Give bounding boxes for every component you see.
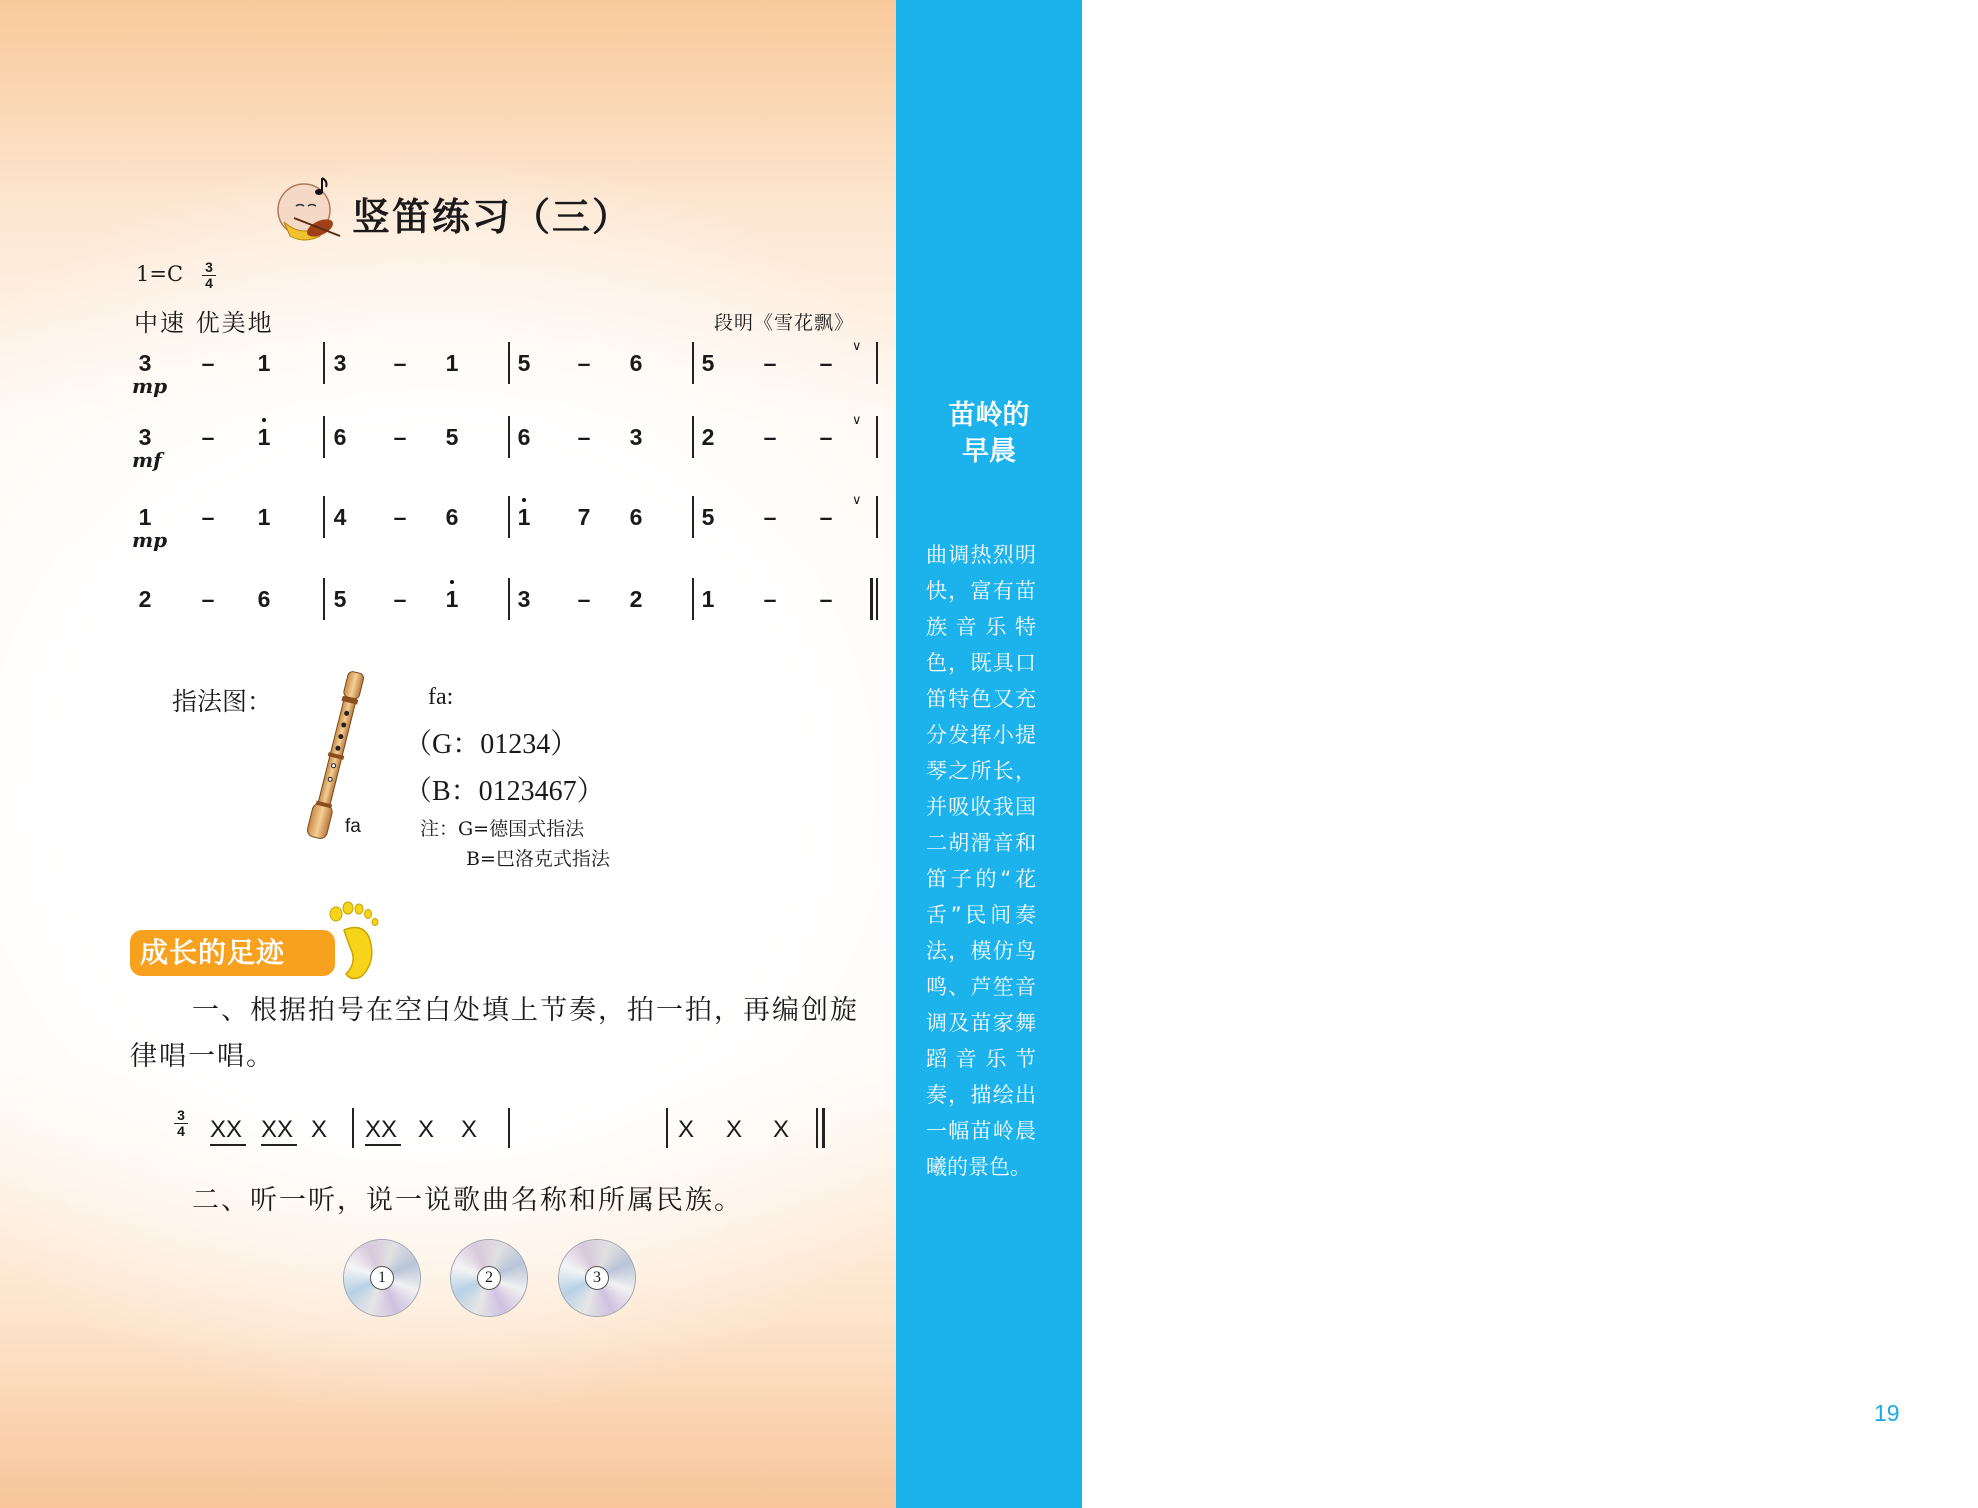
- score-note: 1: [701, 586, 715, 612]
- rhythm-note: XX: [261, 1116, 294, 1143]
- rhythm-note: XX: [365, 1116, 398, 1143]
- score-note: 1: [257, 504, 271, 530]
- fingering-note-g: 注：G=德国式指法: [420, 818, 585, 840]
- score-note: –: [393, 350, 407, 376]
- score-note: –: [201, 350, 215, 376]
- section-badge: 成长的足迹: [130, 930, 335, 976]
- score-note: 5: [517, 350, 531, 376]
- score-note: 2: [629, 586, 643, 612]
- score-note: 7: [577, 504, 591, 530]
- dynamic-marking: mp: [132, 528, 168, 552]
- score-note: 5: [333, 586, 347, 612]
- rhythm-underline: [261, 1144, 297, 1146]
- score-note: –: [393, 504, 407, 530]
- rhythm-note: X: [726, 1116, 743, 1143]
- high-octave-dot: [450, 580, 454, 584]
- score-note: –: [763, 350, 777, 376]
- score-note: –: [201, 424, 215, 450]
- flute-note-label: fa: [345, 816, 361, 837]
- bar-line: [876, 496, 878, 538]
- rhythm-bar-line: [822, 1108, 825, 1148]
- score-note: 6: [629, 504, 643, 530]
- score-note: 6: [445, 504, 459, 530]
- rhythm-bar-line: [816, 1108, 818, 1148]
- score-note: –: [819, 424, 833, 450]
- score-note: 1: [138, 504, 152, 530]
- disc-number: 1: [370, 1266, 394, 1290]
- fingering-line-3: （B：0123467）: [404, 776, 605, 807]
- dynamic-marking: mf: [132, 448, 162, 472]
- bar-line: [323, 496, 325, 538]
- score-note: 6: [517, 424, 531, 450]
- score-note: –: [763, 586, 777, 612]
- audio-disc-3[interactable]: [559, 1240, 635, 1316]
- score-note: –: [393, 424, 407, 450]
- fingering-line-1: fa:: [428, 684, 454, 710]
- score-note: 1: [445, 350, 459, 376]
- score-note: 5: [701, 350, 715, 376]
- footprint-icon: [322, 900, 382, 982]
- score-note: 3: [629, 424, 643, 450]
- score-note: 3: [517, 586, 531, 612]
- breath-mark: ∨: [852, 492, 862, 507]
- score-note: 4: [333, 504, 347, 530]
- time-signature: [202, 260, 216, 291]
- rhythm-note: XX: [210, 1116, 243, 1143]
- bar-line: [876, 578, 878, 620]
- score-note: –: [577, 350, 591, 376]
- time-denominator: 4: [205, 275, 213, 291]
- rhythm-denominator: 4: [177, 1123, 185, 1139]
- rhythm-underline: [210, 1144, 246, 1146]
- rhythm-bar-line: [508, 1108, 510, 1148]
- sidebar: [896, 0, 1900, 1508]
- credit: 段明《雪花飘》: [714, 312, 855, 334]
- score-note: –: [201, 504, 215, 530]
- rhythm-time-signature: [174, 1108, 188, 1139]
- rhythm-note: X: [773, 1116, 790, 1143]
- score-note: 1: [445, 586, 459, 612]
- dynamic-marking: mp: [132, 374, 168, 398]
- breath-mark: ∨: [852, 412, 862, 427]
- breath-mark: ∨: [852, 338, 862, 353]
- score-note: 1: [257, 424, 271, 450]
- audio-disc-1[interactable]: [344, 1240, 420, 1316]
- sidebar-title-line-1: 苗岭的: [948, 400, 1030, 431]
- score-note: 2: [138, 586, 152, 612]
- page-title: 竖笛练习（三）: [352, 194, 633, 239]
- high-octave-dot: [262, 418, 266, 422]
- fingering-note-b: B=巴洛克式指法: [466, 848, 610, 870]
- score-note: 1: [517, 504, 531, 530]
- rhythm-note: X: [418, 1116, 435, 1143]
- bar-line: [508, 342, 510, 384]
- score-note: –: [819, 350, 833, 376]
- task-two-text: 二、听一听，说一说歌曲名称和所属民族。: [192, 1185, 743, 1216]
- disc-number: 3: [585, 1266, 609, 1290]
- final-bar-line: [870, 578, 873, 620]
- fingering-label: 指法图：: [172, 687, 273, 716]
- bar-line: [323, 342, 325, 384]
- page-number: 19: [1848, 1390, 1978, 1436]
- high-octave-dot: [522, 498, 526, 502]
- score-note: –: [763, 424, 777, 450]
- score-note: 5: [445, 424, 459, 450]
- score-note: 5: [701, 504, 715, 530]
- time-numerator: 3: [202, 260, 216, 276]
- bar-line: [692, 342, 694, 384]
- fingering-line-2: （G：01234）: [404, 729, 579, 760]
- rhythm-note: X: [678, 1116, 695, 1143]
- rhythm-underline: [365, 1144, 401, 1146]
- score-note: 3: [333, 350, 347, 376]
- score-note: 6: [629, 350, 643, 376]
- audio-disc-2[interactable]: [451, 1240, 527, 1316]
- fingering-note: [420, 814, 610, 874]
- task-one-text: 一、根据拍号在空白处填上节奏，拍一拍，再编创旋律唱一唱。: [130, 995, 859, 1072]
- sidebar-description: 曲调热烈明快，富有苗族音乐特色，既具口笛特色又充分发挥小提琴之所长，并吸收我国二胡滑音和笛子的“花舌”民间奏法，模仿鸟鸣、芦笙音调及苗家舞蹈音乐节奏，描绘出一幅苗岭晨曦的景色。: [926, 543, 1036, 1179]
- bar-line: [508, 496, 510, 538]
- rhythm-bar-line: [352, 1108, 354, 1148]
- rhythm-bar-line: [666, 1108, 668, 1148]
- violin-mascot-icon: [270, 170, 348, 248]
- score-note: 6: [333, 424, 347, 450]
- score-note: 3: [138, 350, 152, 376]
- bar-line: [508, 416, 510, 458]
- score-note: –: [577, 586, 591, 612]
- sidebar-title-line-2: 早晨: [962, 436, 1016, 467]
- tempo-marking: 中速 优美地: [134, 309, 274, 337]
- bar-line: [692, 578, 694, 620]
- bar-line: [323, 578, 325, 620]
- score-note: –: [393, 586, 407, 612]
- rhythm-note: X: [311, 1116, 328, 1143]
- key-signature: 1=C: [136, 262, 184, 286]
- bar-line: [692, 416, 694, 458]
- rhythm-note: X: [461, 1116, 478, 1143]
- bar-line: [876, 416, 878, 458]
- score-note: –: [201, 586, 215, 612]
- recorder-icon: [300, 666, 372, 846]
- fingering-lines: [404, 674, 605, 815]
- score-note: 2: [701, 424, 715, 450]
- bar-line: [508, 578, 510, 620]
- page-main: [0, 0, 896, 1508]
- score-note: 6: [257, 586, 271, 612]
- score-note: –: [819, 586, 833, 612]
- score-note: 3: [138, 424, 152, 450]
- score-note: –: [763, 504, 777, 530]
- disc-number: 2: [477, 1266, 501, 1290]
- bar-line: [876, 342, 878, 384]
- score-note: 1: [257, 350, 271, 376]
- score-note: –: [577, 424, 591, 450]
- bar-line: [692, 496, 694, 538]
- score-note: –: [819, 504, 833, 530]
- bar-line: [323, 416, 325, 458]
- sidebar-title: [896, 398, 1082, 470]
- rhythm-numerator: 3: [174, 1108, 188, 1124]
